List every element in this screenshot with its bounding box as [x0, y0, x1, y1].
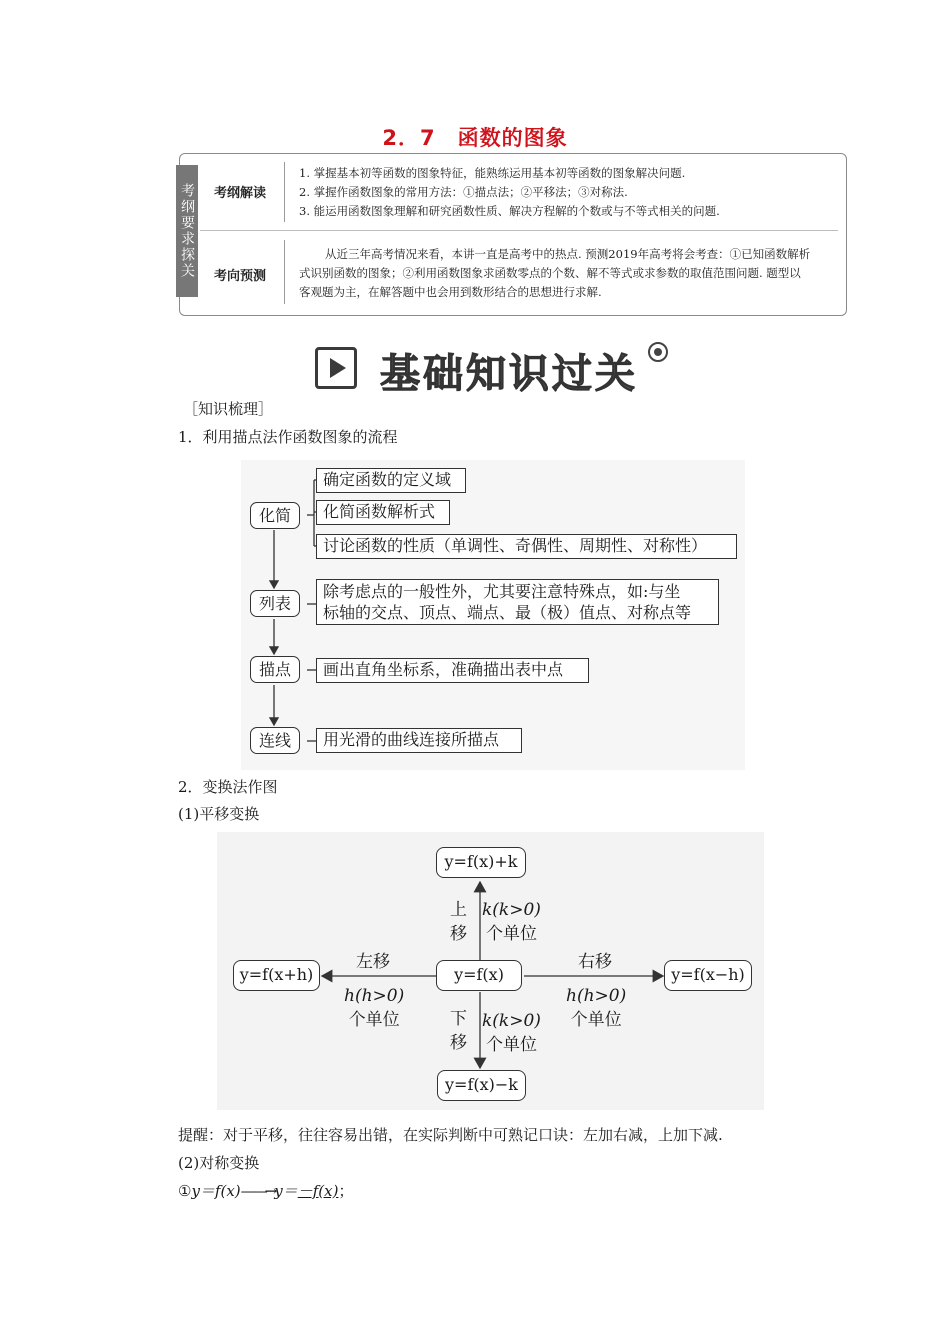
arrow-label-line: 下 [450, 1009, 467, 1029]
syllabus-column-rule [284, 162, 285, 222]
syllabus-line: 3. 能运用函数图象理解和研究函数性质、解决方程解的个数或与不等式相关的问题. [299, 204, 720, 218]
flow-detail: 确定函数的定义域 [316, 468, 466, 493]
flow-detail-line: 除考虑点的一般性外，尤其要注意特殊点，如:与坐 [323, 582, 681, 601]
flow-detail: 用光滑的曲线连接所描点 [316, 728, 522, 753]
tip-text: 提醒：对于平移，往往容易出错，在实际判断中可熟记口诀：左加右减，上加下减. [178, 1126, 723, 1144]
arrow-cond-line: 个单位 [348, 1010, 400, 1030]
arrow-cond-left [344, 984, 404, 1032]
arrow-cond-line: 个单位 [570, 1010, 622, 1030]
arrow-label-up [450, 898, 467, 946]
arrow-label-right: 右移 [578, 952, 612, 972]
play-icon [315, 347, 357, 389]
syllabus-row-label: 考向预测 [214, 269, 267, 284]
flow-detail: 讨论函数的性质（单调性、奇偶性、周期性、对称性） [316, 534, 737, 559]
arrow-cond-down [482, 1009, 541, 1057]
syllabus-line: 1. 掌握基本初等函数的图象特征，能熟练运用基本初等函数的图象解决问题. [299, 166, 686, 180]
flow-step-simplify: 化简 [250, 502, 300, 529]
node-shift-right: y=f(x−h) [664, 960, 752, 991]
section-tag: ［知识梳理］ [183, 400, 274, 418]
symmetry-rule [178, 1180, 353, 1201]
arrow-cond-line: h(h>0) [344, 986, 405, 1006]
flow-detail-line: 标轴的交点、顶点、端点、最（极）值点、对称点等 [323, 603, 692, 622]
node-shift-left: y=f(x+h) [233, 960, 320, 991]
syllabus-line: 2. 掌握作函数图象的常用方法：①描点法；②平移法；③对称法. [299, 185, 628, 199]
target-icon [648, 342, 668, 362]
rule-number: ① [178, 1182, 192, 1200]
item-heading: 1．利用描点法作函数图象的流程 [178, 428, 398, 446]
syllabus-line: 从近三年高考情况来看，本讲一直是高考中的热点. 预测2019年高考将会考查：①已知函数解析 [325, 247, 811, 261]
syllabus-line: 式识别函数的图象；②利用函数图象求函数零点的个数、解不等式或求参数的取值范围问题. 题型以 [299, 266, 801, 280]
arrow-icon: ——→ [240, 1182, 275, 1200]
arrow-label-left: 左移 [356, 952, 390, 972]
node-shift-up: y=f(x)+k [436, 847, 526, 878]
rule-to: y＝ [274, 1182, 298, 1200]
syllabus-line: 客观题为主，在解答题中也会用到数形结合的思想进行求解. [299, 285, 602, 299]
arrow-cond-line: 个单位 [485, 1035, 537, 1055]
syllabus-row-label: 考纲解读 [214, 186, 267, 201]
sub-heading: (2)对称变换 [178, 1154, 260, 1172]
flow-detail [316, 579, 719, 625]
arrow-cond-right [566, 984, 626, 1032]
node-shift-down: y=f(x)−k [437, 1070, 526, 1101]
arrow-cond-line: 个单位 [485, 924, 537, 944]
item-heading: 2．变换法作图 [178, 778, 278, 796]
syllabus-column-rule [284, 240, 285, 304]
syllabus-row-text [299, 245, 834, 302]
arrow-label-line: 上 [450, 900, 467, 920]
arrow-label-line: 移 [450, 1033, 467, 1053]
arrow-cond-up [482, 898, 541, 946]
rule-from: y＝f(x) [191, 1182, 241, 1200]
flow-detail: 画出直角坐标系，准确描出表中点 [316, 658, 589, 683]
arrow-cond-line: h(h>0) [566, 986, 627, 1006]
arrow-label-down [450, 1007, 467, 1055]
rule-answer: －f(x) [297, 1182, 339, 1200]
node-original: y=f(x) [436, 960, 522, 991]
syllabus-divider [200, 230, 838, 231]
section-banner: 基础知识过关 [380, 351, 638, 397]
arrow-cond-line: k(k>0) [482, 1011, 541, 1031]
sub-heading: (1)平移变换 [178, 805, 260, 823]
rule-end: ； [338, 1182, 354, 1200]
page-title: 2．7 函数的图象 [382, 126, 568, 150]
flow-detail: 化简函数解析式 [316, 500, 450, 525]
arrow-label-line: 移 [450, 924, 467, 944]
flow-step-plot: 描点 [250, 656, 300, 683]
flow-step-tabulate: 列表 [250, 590, 300, 617]
arrow-cond-line: k(k>0) [482, 900, 541, 920]
syllabus-row-text [299, 164, 720, 221]
syllabus-side-label: 考纲要求探关 [176, 165, 198, 297]
flow-step-connect: 连线 [250, 727, 300, 754]
